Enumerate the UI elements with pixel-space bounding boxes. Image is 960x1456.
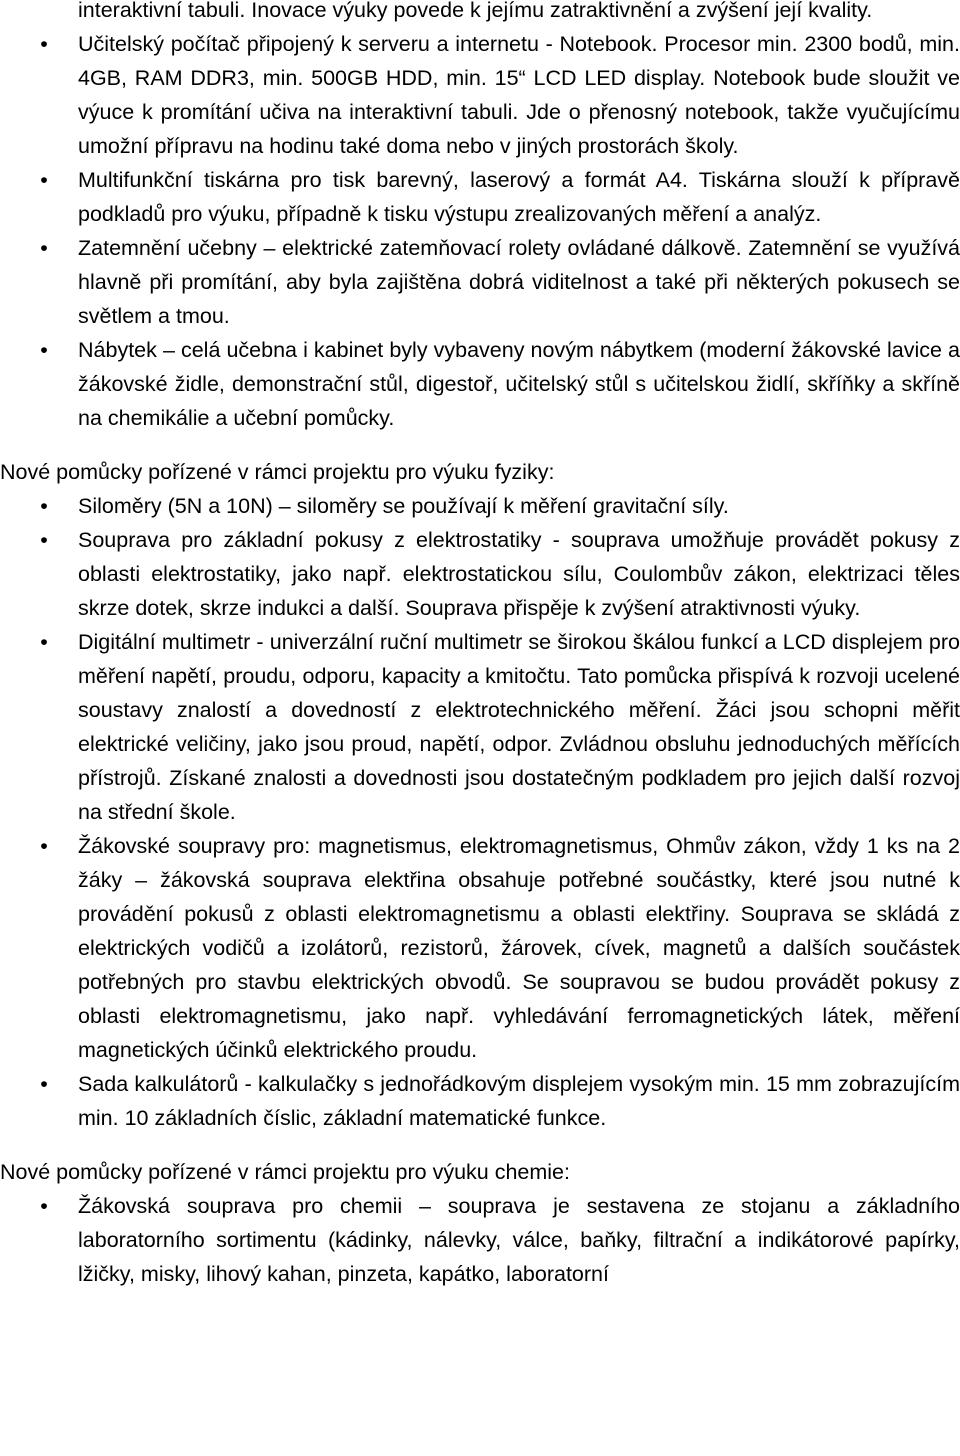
continued-paragraph: interaktivní tabuli. Inovace výuky povede k jejímu zatraktivnění a zvýšení její kvality. xyxy=(78,0,873,22)
list-item xyxy=(40,523,960,625)
list-item xyxy=(40,489,960,523)
bullet-icon: • xyxy=(40,168,48,192)
bullet-icon: • xyxy=(40,1194,48,1218)
chemistry-section-heading: Nové pomůcky pořízené v rámci projektu pro výuku chemie: xyxy=(0,1160,570,1184)
list-item xyxy=(40,163,960,231)
list-item-text: Učitelský počítač připojený k serveru a internetu - Notebook. Procesor min. 2300 bodů, min. 4GB, RAM DDR3, min. 500GB HDD, min. 15“ LCD LED display. Notebook bude sloužit ve výuce k promítání učiva na interaktivní tabuli. Jde o přenosný notebook, takže vyučujícímu umožní přípravu na hodinu také doma nebo v jiných prostorách školy. xyxy=(78,32,960,158)
physics-equipment-list xyxy=(0,489,960,1135)
list-item xyxy=(40,829,960,1067)
bullet-icon: • xyxy=(40,494,48,518)
list-item xyxy=(40,231,960,333)
bullet-icon: • xyxy=(40,834,48,858)
list-item-text: Multifunkční tiskárna pro tisk barevný, laserový a formát A4. Tiskárna slouží k přípravě podkladů pro výuku, případně k tisku výstupu zrealizovaných měření a analýz. xyxy=(78,168,960,226)
bullet-icon: • xyxy=(40,1072,48,1096)
list-item-text: Žákovská souprava pro chemii – souprava je sestavena ze stojanu a základního laboratorního sortimentu (kádinky, nálevky, válce, baňky, filtrační a indikátorové papírky, lžičky, misky, lihový kahan, pinzeta, kapátko, laboratorní xyxy=(78,1194,960,1286)
bullet-icon: • xyxy=(40,32,48,56)
list-item xyxy=(40,27,960,163)
it-equipment-list xyxy=(0,27,960,435)
list-item xyxy=(40,1189,960,1291)
list-item-text: Zatemnění učebny – elektrické zatemňovací rolety ovládané dálkově. Zatemnění se využívá hlavně při promítání, aby byla zajištěna dobrá viditelnost a také při některých pokusech se světlem a tmou. xyxy=(78,236,960,328)
bullet-icon: • xyxy=(40,630,48,654)
list-item-text: Souprava pro základní pokusy z elektrostatiky - souprava umožňuje provádět pokusy z oblasti elektrostatiky, jako např. elektrostatickou sílu, Coulombův zákon, elektrizaci těles skrze dotek, skrze indukci a další. Souprava přispěje k zvýšení atraktivnosti výuky. xyxy=(78,528,960,620)
list-item-text: Siloměry (5N a 10N) – siloměry se používají k měření gravitační síly. xyxy=(78,494,729,518)
list-item-text: Žákovské soupravy pro: magnetismus, elektromagnetismus, Ohmův zákon, vždy 1 ks na 2 žáky – žákovská souprava elektřina obsahuje potřebné součástky, které jsou nutné k provádění pokusů z oblasti elektromagnetismu a oblasti elektřiny. Souprava se skládá z elektrických vodičů a izolátorů, rezistorů, žárovek, cívek, magnetů a dalších součástek potřebných pro stavbu elektrických obvodů. Se soupravou se budou provádět pokusy z oblasti elektromagnetismu, jako např. vyhledávání ferromagnetických látek, měření magnetických účinků elektrického proudu. xyxy=(78,834,960,1062)
chemistry-equipment-list xyxy=(0,1189,960,1291)
list-item xyxy=(40,333,960,435)
list-item xyxy=(40,625,960,829)
list-item-text: Digitální multimetr - univerzální ruční multimetr se širokou škálou funkcí a LCD displejem pro měření napětí, proudu, odporu, kapacity a kmitočtu. Tato pomůcka přispívá k rozvoji ucelené soustavy znalostí a dovedností z elektrotechnického měření. Žáci jsou schopni měřit elektrické veličiny, jako jsou proud, napětí, odpor. Zvládnou obsluhu jednoduchých měřících přístrojů. Získané znalosti a dovednosti jsou dostatečným podkladem pro jejich další rozvoj na střední škole. xyxy=(78,630,960,824)
physics-section-heading: Nové pomůcky pořízené v rámci projektu pro výuku fyziky: xyxy=(0,460,555,484)
list-item-text: Nábytek – celá učebna i kabinet byly vybaveny novým nábytkem (moderní žákovské lavice a žákovské židle, demonstrační stůl, digestoř, učitelský stůl s učitelskou židlí, skříňky a skříně na chemikálie a učební pomůcky. xyxy=(78,338,960,430)
list-item xyxy=(40,1067,960,1135)
bullet-icon: • xyxy=(40,528,48,552)
bullet-icon: • xyxy=(40,338,48,362)
bullet-icon: • xyxy=(40,236,48,260)
list-item-text: Sada kalkulátorů - kalkulačky s jednořádkovým displejem vysokým min. 15 mm zobrazujícím min. 10 základních číslic, základní matematické funkce. xyxy=(78,1072,960,1130)
